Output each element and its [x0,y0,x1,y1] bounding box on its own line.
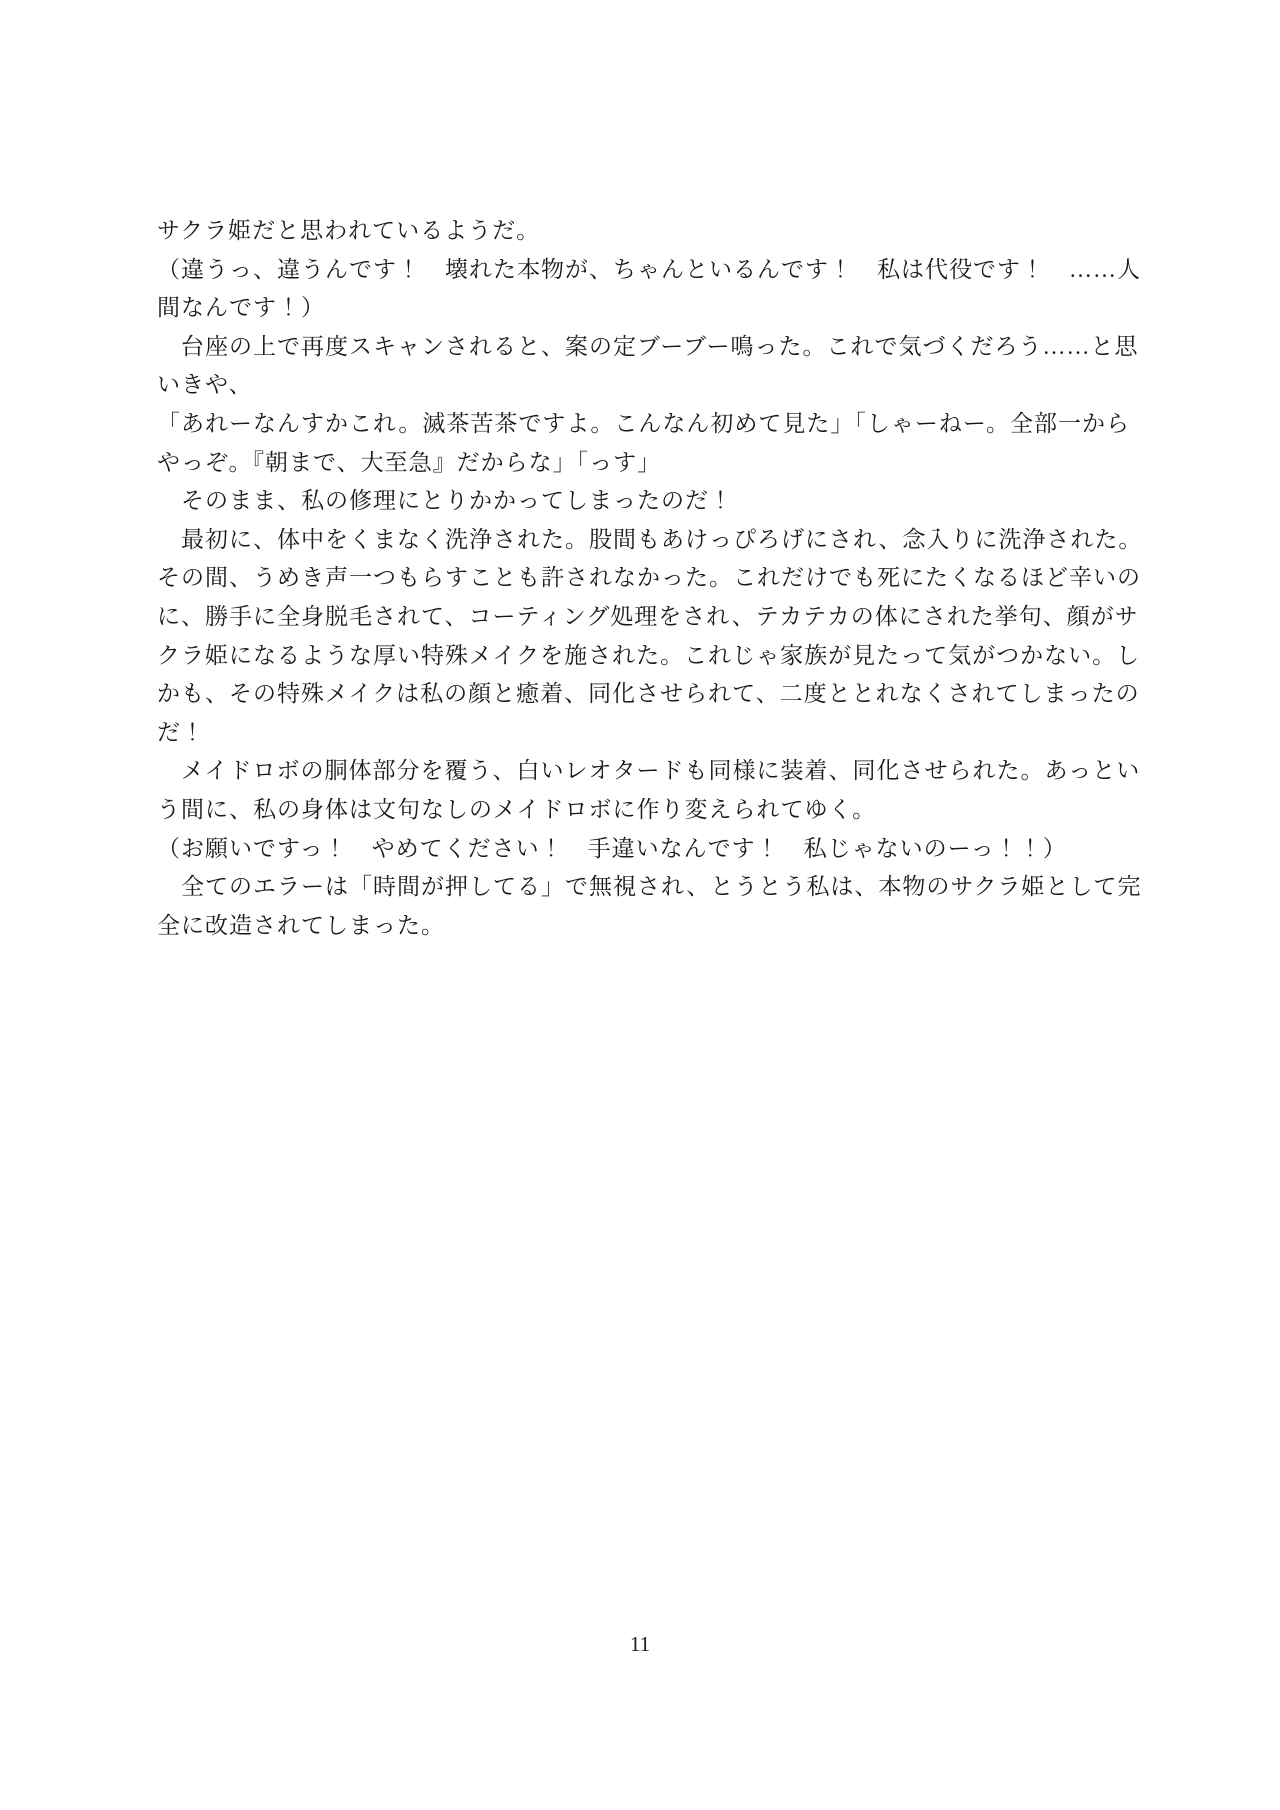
text-line: いきや、 [157,372,253,398]
text-line: やっぞ。『朝まで、大至急』だからな」「っす」 [157,449,662,475]
text-line: 「あれーなんすかこれ。滅茶苦茶ですよ。こんなん初めて見た」「しゃーねー。全部一から [157,410,1130,436]
text-line: う間に、私の身体は文句なしのメイドロボに作り変えられてゆく。 [157,796,877,822]
text-line: （お願いですっ！ やめてください！ 手違いなんです！ 私じゃないのーっ！！） [157,835,1067,861]
body-text [157,212,1143,945]
text-line: 全てのエラーは「時間が押してる」で無視され、とうとう私は、本物のサクラ姫として完 [157,874,1142,900]
text-line: クラ姫になるような厚い特殊メイクを施された。これじゃ家族が見たって気がつかない。し [157,642,1141,668]
text-line: メイドロボの胴体部分を覆う、白いレオタードも同様に装着、同化させられた。あっとい [157,758,1141,784]
text-line: 最初に、体中をくまなく洗浄された。股間もあけっぴろげにされ、念入りに洗浄された。 [157,526,1143,552]
text-line: に、勝手に全身脱毛されて、コーティング処理をされ、テカテカの体にされた挙句、顔がサ [157,603,1139,629]
text-line: （違うっ、違うんです！ 壊れた本物が、ちゃんといるんです！ 私は代役です！ ……人 [157,256,1141,282]
text-line: だ！ [157,719,205,745]
text-line: そのまま、私の修理にとりかかってしまったのだ！ [157,488,733,514]
text-line: その間、うめき声一つもらすことも許されなかった。これだけでも死にたくなるほど辛いの [157,565,1141,591]
text-line: 台座の上で再度スキャンされると、案の定ブーブー鳴った。これで気づくだろう……と思 [157,333,1139,359]
text-line: サクラ姫だと思われているようだ。 [157,218,541,243]
text-line: 全に改造されてしまった。 [157,912,445,938]
text-line: 間なんです！） [157,295,325,321]
page-number: 11 [629,1632,651,1656]
text-line: かも、その特殊メイクは私の顔と癒着、同化させられて、二度ととれなくされてしまったの [157,681,1140,707]
